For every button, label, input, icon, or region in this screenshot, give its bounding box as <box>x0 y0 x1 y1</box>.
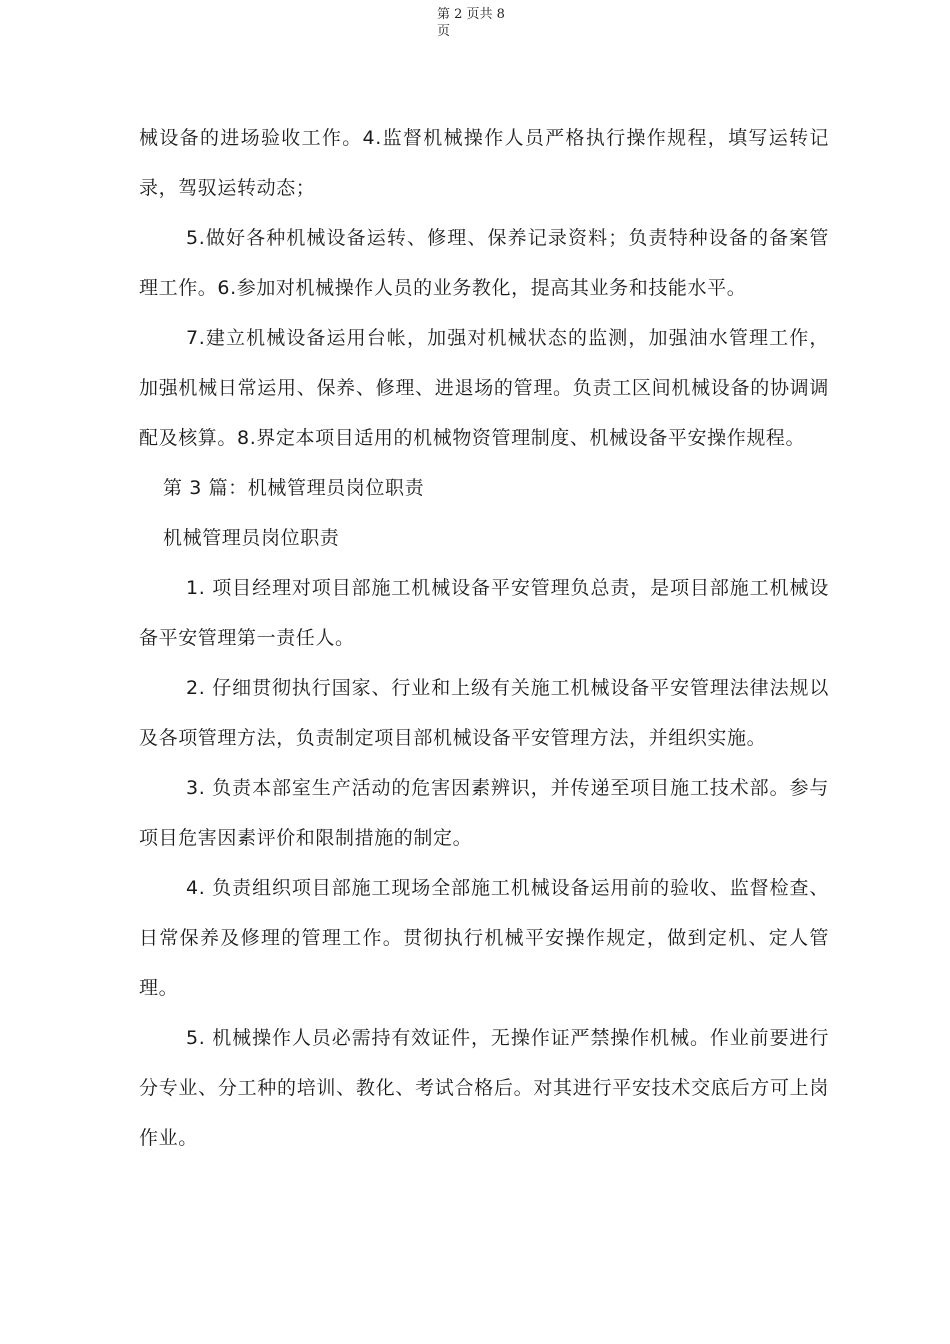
paragraph-item-5-6: 5.做好各种机械设备运转、修理、保养记录资料；负责特种设备的备案管理工作。6.参加对机械操作人员的业务教化，提高其业务和技能水平。 <box>139 227 829 299</box>
duty-item-4: 4. 负责组织项目部施工现场全部施工机械设备运用前的验收、监督检查、日常保养及修理的管理工作。贯彻执行机械平安操作规定，做到定机、定人管理。 <box>139 877 829 999</box>
section-heading: 第 3 篇：机械管理员岗位职责 <box>163 477 425 499</box>
duty-item-1: 1. 项目经理对项目部施工机械设备平安管理负总责，是项目部施工机械设备平安管理第一责任人。 <box>139 577 829 649</box>
page-number-line-1: 第 2 页共 8 <box>437 7 505 22</box>
document-body <box>139 113 829 1163</box>
paragraph-item-7-8: 7.建立机械设备运用台帐，加强对机械状态的监测，加强油水管理工作，加强机械日常运用、保养、修理、进退场的管理。负责工区间机械设备的协调调配及核算。8.界定本项目适用的机械物资管理制度、机械设备平安操作规程。 <box>139 327 829 449</box>
section-subtitle: 机械管理员岗位职责 <box>163 527 340 549</box>
paragraph-continued: 械设备的进场验收工作。4.监督机械操作人员严格执行操作规程，填写运转记录，驾驭运转动态； <box>139 127 829 199</box>
page-number-line-2: 页 <box>437 24 451 39</box>
duty-item-5: 5. 机械操作人员必需持有效证件，无操作证严禁操作机械。作业前要进行分专业、分工种的培训、教化、考试合格后。对其进行平安技术交底后方可上岗作业。 <box>139 1027 829 1149</box>
duty-item-2: 2. 仔细贯彻执行国家、行业和上级有关施工机械设备平安管理法律法规以及各项管理方法，负责制定项目部机械设备平安管理方法，并组织实施。 <box>139 677 829 749</box>
duty-item-3: 3. 负责本部室生产活动的危害因素辨识，并传递至项目施工技术部。参与项目危害因素评价和限制措施的制定。 <box>139 777 829 849</box>
page-number-header <box>437 6 517 40</box>
